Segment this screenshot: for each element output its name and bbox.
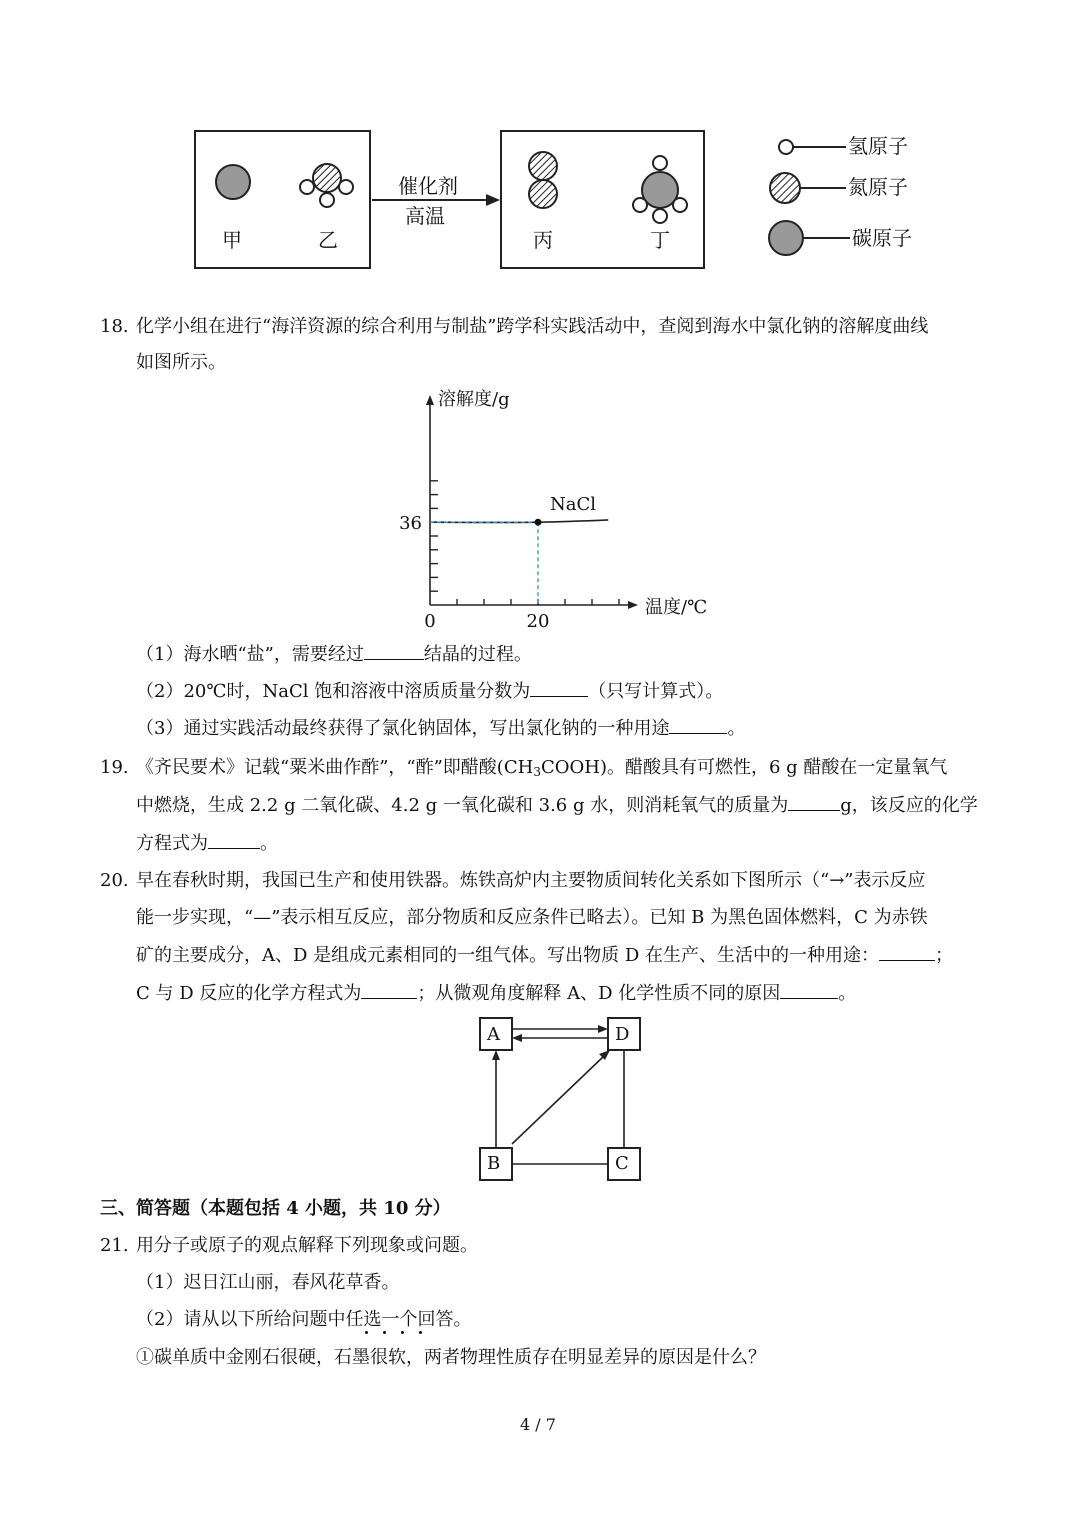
hydrogen-atom-icon	[300, 180, 314, 194]
node-b-label: B	[487, 1153, 501, 1174]
q19-line3-tail: 。	[260, 833, 278, 854]
q19-line2	[136, 794, 978, 817]
q18-blank-1[interactable]	[364, 643, 424, 660]
product-c-label: 丙	[533, 228, 553, 252]
nacl-curve	[430, 520, 608, 523]
hydrogen-atom-icon	[673, 198, 687, 212]
node-d-label: D	[615, 1024, 630, 1045]
q20-line3-text: 矿的主要成分，A、D 是组成元素相同的一组气体。写出物质 D 在生产、生活中的一种用途：	[136, 945, 880, 966]
formula-part: COOH	[540, 757, 600, 778]
q21-sub1: （1）迟日江山丽，春风花草香。	[136, 1272, 400, 1293]
x-tick-label: 0	[424, 611, 436, 632]
x-axis-arrow-icon	[628, 601, 638, 609]
hydrogen-atom-icon	[653, 156, 667, 170]
q19-line1-a: 《齐民要术》记载“粟米曲作酢”，“酢”即醋酸(	[136, 757, 504, 778]
carbon-atom-icon	[216, 165, 250, 199]
x-axis-label: 温度/℃	[645, 597, 708, 618]
condition-top-label: 催化剂	[398, 174, 458, 198]
legend-nitrogen-icon	[770, 173, 800, 203]
page-number: 4 / 7	[520, 1415, 556, 1434]
q20-line4-text: C 与 D 反应的化学方程式为	[136, 983, 362, 1004]
reaction-diagram	[0, 0, 1080, 300]
series-label: NaCl	[550, 494, 597, 516]
q18-blank-3[interactable]	[669, 717, 727, 734]
q20-line3-tail: ；	[935, 945, 954, 966]
q19-line2-text: 中燃烧，生成 2.2 g 二氧化碳、4.2 g 一氧化碳和 3.6 g 水，则消耗氧气的质量为	[136, 795, 789, 816]
q18-number: 18.	[100, 316, 129, 337]
arrow-head-icon	[598, 1025, 608, 1033]
q19-blank-1[interactable]	[788, 794, 840, 811]
emphasis-dot	[419, 1331, 422, 1334]
hydrogen-atom-icon	[320, 193, 334, 207]
q21-stem: 用分子或原子的观点解释下列现象或问题。	[136, 1235, 478, 1256]
node-a-label: A	[487, 1024, 500, 1045]
emphasis-dot	[401, 1331, 404, 1334]
q18-sub2-text: （2）20℃时，NaCl 饱和溶液中溶质质量分数为	[136, 681, 531, 702]
legend-nitrogen-label: 氮原子	[848, 175, 908, 199]
q18-stem-line1: 化学小组在进行“海洋资源的综合利用与制盐”跨学科实践活动中，查阅到海水中氯化钠的溶解度曲线	[136, 316, 929, 337]
hydrogen-atom-icon	[633, 198, 647, 212]
arrow-head-icon	[486, 194, 500, 206]
x-tick-label: 20	[526, 611, 550, 632]
reactant-b-label: 乙	[318, 228, 338, 252]
q20-line4	[136, 982, 856, 1005]
q18-sub1	[136, 643, 532, 666]
q20-line1: 早在春秋时期，我国已生产和使用铁器。炼铁高炉内主要物质间转化关系如下图所示（“→”表示反应	[136, 870, 926, 891]
legend-carbon-icon	[769, 221, 803, 255]
q19-line2-tail: g，该反应的化学	[840, 795, 978, 816]
condition-bottom-label: 高温	[405, 204, 445, 228]
q19-line3	[136, 832, 278, 855]
nitrogen-atom-icon	[529, 152, 557, 180]
q20-line2: 能一步实现，“—”表示相互反应，部分物质和反应条件已略去）。已知 B 为黑色固体燃料，C 为赤铁	[136, 907, 928, 928]
q19-line1-b: )。醋酸具有可燃性，6 g 醋酸在一定量氧气	[599, 757, 948, 778]
marked-point	[535, 519, 542, 526]
q18-sub1-text: （1）海水晒“盐”，需要经过	[136, 644, 364, 665]
q21-sub2: （2）请从以下所给问题中任选一个回答。	[136, 1309, 472, 1330]
q18-blank-2[interactable]	[530, 680, 588, 697]
q18-sub1-tail: 结晶的过程。	[423, 644, 532, 665]
q19-blank-2[interactable]	[208, 832, 260, 849]
acetic-acid-formula	[504, 757, 600, 778]
formula-subscript: 3	[533, 765, 541, 779]
q19-number: 19.	[100, 757, 129, 778]
q19-line3-text: 方程式为	[136, 833, 208, 854]
q18-sub3-text: （3）通过实践活动最终获得了氯化钠固体，写出氯化钠的一种用途	[136, 718, 670, 739]
formula-part: CH	[503, 757, 534, 778]
y-tick-label: 36	[399, 513, 422, 535]
nitrogen-atom-icon	[313, 164, 341, 192]
hydrogen-atom-icon	[339, 180, 353, 194]
section-3-title: 三、简答题（本题包括 4 小题，共 10 分）	[100, 1198, 451, 1219]
legend-hydrogen-icon	[779, 140, 793, 154]
q19-line1	[136, 757, 947, 783]
emphasis-dots	[358, 1331, 438, 1337]
y-axis-arrow-icon	[426, 395, 434, 405]
nitrogen-atom-icon	[529, 180, 557, 208]
q20-line4-mid: ；从微观角度解释 A、D 化学性质不同的原因	[417, 983, 781, 1004]
arrow-head-icon	[512, 1034, 522, 1042]
arrow-b-to-d	[512, 1056, 604, 1144]
reactant-a-label: 甲	[222, 228, 242, 252]
q21-option1: ①碳单质中金刚石很硬，石墨很软，两者物理性质存在明显差异的原因是什么？	[136, 1347, 766, 1368]
legend-carbon-label: 碳原子	[852, 226, 912, 250]
arrow-head-icon	[492, 1050, 500, 1060]
q20-number: 20.	[100, 870, 129, 891]
q18-sub2	[136, 680, 723, 703]
emphasis-dot	[383, 1331, 386, 1334]
q20-blank-2[interactable]	[361, 982, 417, 999]
hydrogen-atom-icon	[653, 209, 667, 223]
q18-sub3-tail: 。	[727, 718, 746, 739]
q18-sub2-tail: （只写计算式）。	[588, 681, 724, 702]
node-c-label: C	[615, 1153, 629, 1174]
solubility-chart	[380, 385, 740, 635]
q20-blank-3[interactable]	[780, 982, 838, 999]
q20-line4-tail: 。	[838, 983, 857, 1004]
legend-hydrogen-label: 氢原子	[848, 134, 908, 158]
q20-line3	[136, 944, 953, 967]
emphasis-dot	[365, 1331, 368, 1334]
q21-number: 21.	[100, 1235, 129, 1256]
q18-sub3	[136, 717, 745, 740]
q20-blank-1[interactable]	[879, 944, 935, 961]
y-axis-label: 溶解度/g	[438, 389, 510, 410]
product-d-label: 丁	[650, 228, 670, 252]
q18-stem-line2: 如图所示。	[136, 352, 226, 373]
